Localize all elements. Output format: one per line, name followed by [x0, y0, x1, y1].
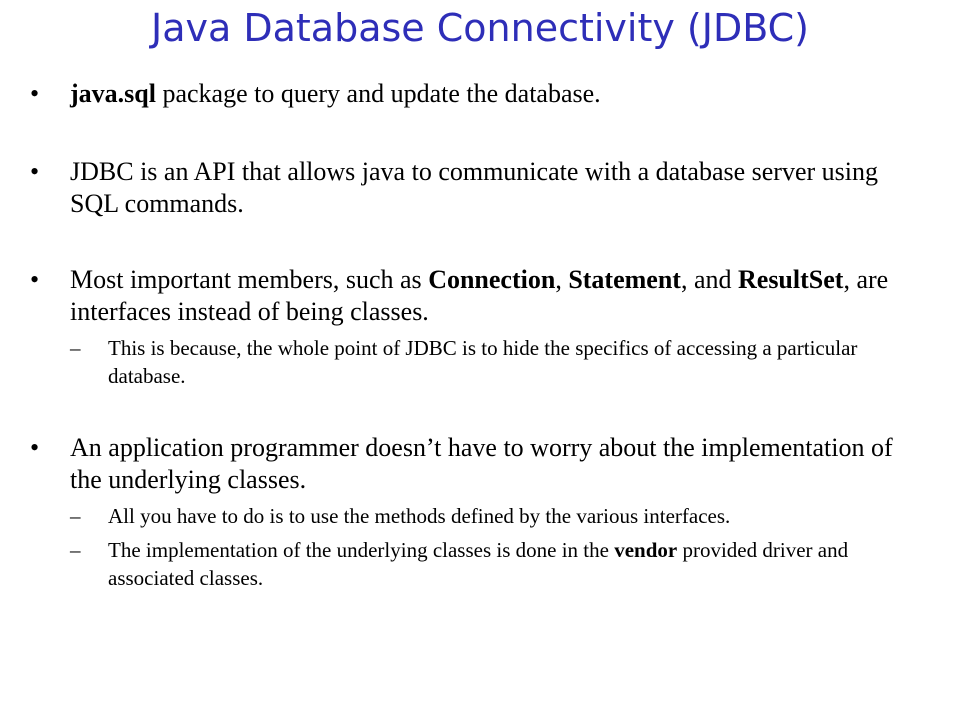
text-run: , are interfaces instead of being classes. [70, 265, 889, 326]
sub-bullet-dash-icon: – [70, 504, 81, 528]
sub-bullet-item [30, 502, 930, 530]
slide-title: Java Database Connectivity (JDBC) [151, 6, 809, 50]
bullet-item [30, 264, 930, 328]
sub-bullet-text: This is because, the whole point of JDBC is to hide the specifics of accessing a particular database. [108, 336, 858, 388]
bullet-text: JDBC is an API that allows java to communicate with a database server using SQL commands. [70, 157, 878, 218]
text-run: package to query and update the database. [155, 79, 601, 108]
bullet-dot-icon: • [30, 265, 40, 294]
bullet-text: An application programmer doesn’t have to worry about the implementation of the underlying classes. [70, 433, 893, 494]
bold-term: Connection [428, 265, 556, 294]
bullet-dot-icon: • [30, 157, 40, 186]
bullet-item [30, 78, 930, 110]
bold-term: ResultSet [738, 265, 844, 294]
text-run: provided driver and associated classes. [108, 538, 849, 590]
text-run: , and [680, 265, 738, 294]
bullet-text [70, 79, 601, 108]
text-run: , [555, 265, 569, 294]
bold-term: java.sql [70, 79, 156, 108]
bold-term: vendor [614, 538, 678, 562]
text-run: The implementation of the underlying classes is done in the [108, 538, 615, 562]
sub-bullet-item [30, 536, 930, 592]
sub-bullet-text: All you have to do is to use the methods defined by the various interfaces. [108, 504, 731, 528]
bullet-text [70, 265, 888, 326]
sub-bullet-text [108, 538, 848, 590]
sub-bullet-item [30, 334, 930, 390]
bold-term: Statement [568, 265, 681, 294]
bullet-list [30, 78, 930, 592]
bullet-item [30, 156, 930, 220]
bullet-dot-icon: • [30, 79, 40, 108]
sub-bullet-dash-icon: – [70, 336, 81, 360]
bullet-item [30, 432, 930, 496]
bullet-dot-icon: • [30, 433, 40, 462]
text-run: Most important members, such as [70, 265, 429, 294]
sub-bullet-dash-icon: – [70, 538, 81, 562]
